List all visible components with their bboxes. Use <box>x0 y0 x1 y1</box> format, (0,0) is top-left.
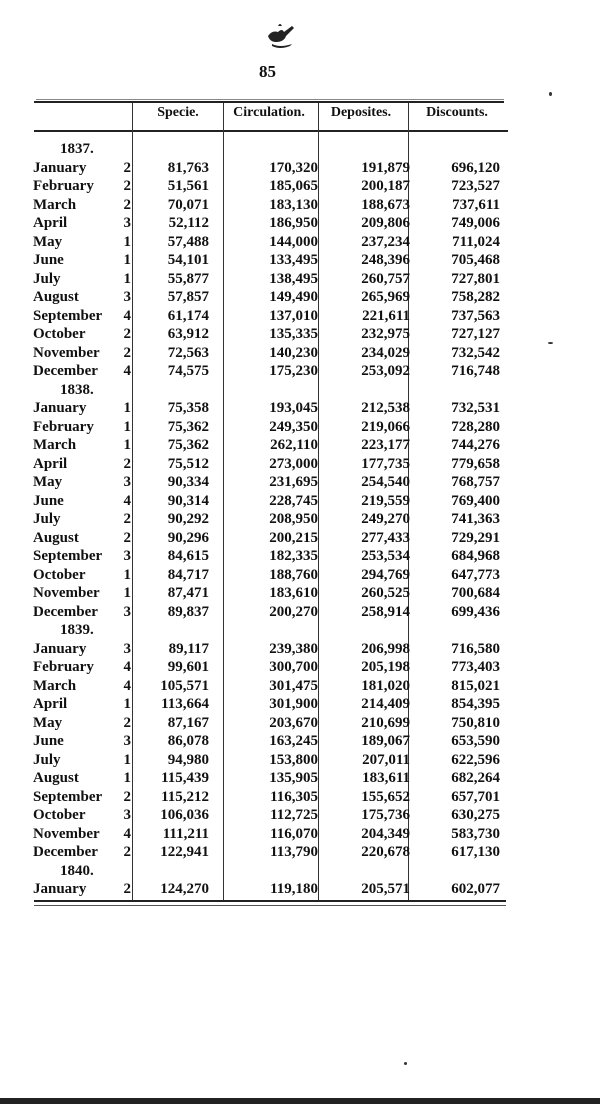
specie-cell: 89,117 <box>168 640 209 657</box>
discounts-cell: 684,968 <box>451 548 500 564</box>
discounts-cell: 727,801 <box>451 270 500 287</box>
circulation-cell: 140,230 <box>269 344 318 361</box>
week-cell: 3 <box>123 215 131 231</box>
table-row <box>33 529 508 548</box>
week-cell: 4 <box>123 825 131 842</box>
circulation-cell: 163,245 <box>269 733 318 749</box>
table-row <box>33 399 508 418</box>
month-cell: June <box>33 733 64 749</box>
deposites-cell: 209,806 <box>361 215 410 231</box>
header-specie: Specie. <box>157 105 199 120</box>
table-row <box>33 288 508 307</box>
month-cell: September <box>33 548 103 564</box>
discounts-cell: 854,395 <box>451 696 500 712</box>
month-cell: January <box>33 881 87 897</box>
month-cell: November <box>33 825 100 842</box>
discounts-cell: 700,684 <box>451 585 500 601</box>
discounts-cell: 602,077 <box>451 881 500 897</box>
deposites-cell: 206,998 <box>361 640 410 657</box>
discounts-cell: 682,264 <box>451 770 500 786</box>
deposites-cell: 191,879 <box>361 159 410 176</box>
table-row <box>33 270 508 289</box>
circulation-cell: 301,900 <box>269 696 318 712</box>
week-cell: 3 <box>123 640 131 657</box>
deposites-cell: 221,611 <box>362 307 410 324</box>
discounts-cell: 705,468 <box>451 252 500 268</box>
circulation-cell: 144,000 <box>269 233 318 250</box>
deposites-cell: 223,177 <box>361 437 410 453</box>
deposites-cell: 253,534 <box>361 548 410 564</box>
table-row <box>33 492 508 511</box>
specie-cell: 55,877 <box>167 270 209 287</box>
year-label: 1837. <box>60 141 94 157</box>
table-row <box>33 843 508 862</box>
month-cell: June <box>33 252 64 268</box>
deposites-cell: 205,571 <box>361 881 410 897</box>
discounts-cell: 622,596 <box>451 751 500 768</box>
month-cell: August <box>33 289 79 305</box>
circulation-cell: 113,790 <box>270 844 318 860</box>
year-row <box>33 621 508 640</box>
circulation-cell: 137,010 <box>269 307 318 324</box>
discounts-cell: 729,291 <box>451 529 500 546</box>
deposites-cell: 155,652 <box>361 788 410 805</box>
circulation-cell: 185,065 <box>269 178 318 194</box>
table-row <box>33 473 508 492</box>
week-cell: 4 <box>123 492 131 509</box>
week-cell: 2 <box>123 196 131 213</box>
circulation-cell: 262,110 <box>270 437 318 453</box>
month-cell: October <box>33 807 86 823</box>
table-row <box>33 196 508 215</box>
discounts-cell: 732,531 <box>451 400 500 416</box>
week-cell: 1 <box>123 233 131 250</box>
table-row <box>33 251 508 270</box>
specie-cell: 111,211 <box>162 825 209 842</box>
month-cell: September <box>33 307 103 324</box>
specie-cell: 74,575 <box>167 363 209 379</box>
week-cell: 2 <box>123 326 131 342</box>
specie-cell: 84,615 <box>167 548 209 564</box>
specie-cell: 90,314 <box>167 492 209 509</box>
header-circulation: Circulation. <box>233 105 305 120</box>
circulation-cell: 301,475 <box>269 677 318 694</box>
deposites-cell: 181,020 <box>361 677 410 694</box>
specie-cell: 52,112 <box>168 215 209 231</box>
table-row <box>33 880 508 899</box>
discounts-cell: 696,120 <box>451 159 500 176</box>
circulation-cell: 200,215 <box>269 529 318 546</box>
specie-cell: 70,071 <box>167 196 209 213</box>
week-cell: 1 <box>123 418 131 435</box>
table-row <box>33 825 508 844</box>
week-cell: 2 <box>123 455 131 472</box>
month-cell: February <box>33 659 94 675</box>
table-row <box>33 695 508 714</box>
discounts-cell: 653,590 <box>451 733 500 749</box>
deposites-cell: 220,678 <box>361 844 410 860</box>
week-cell: 3 <box>123 733 131 749</box>
discounts-cell: 741,363 <box>451 511 500 527</box>
year-label: 1838. <box>60 381 94 398</box>
month-cell: January <box>33 400 87 416</box>
discounts-cell: 699,436 <box>451 603 500 620</box>
year-row <box>33 862 508 881</box>
specie-cell: 72,563 <box>167 344 209 361</box>
week-cell: 4 <box>123 307 131 324</box>
table-row <box>33 788 508 807</box>
deposites-cell: 219,559 <box>361 492 410 509</box>
month-cell: September <box>33 788 103 805</box>
table-row <box>33 325 508 344</box>
specie-cell: 115,212 <box>161 788 209 805</box>
discounts-cell: 711,024 <box>452 233 500 250</box>
table-row <box>33 455 508 474</box>
specie-cell: 57,488 <box>167 233 209 250</box>
week-cell: 1 <box>123 400 131 416</box>
circulation-cell: 116,305 <box>270 788 318 805</box>
circulation-cell: 112,725 <box>270 807 318 823</box>
month-cell: August <box>33 529 79 546</box>
circulation-cell: 138,495 <box>269 270 318 287</box>
week-cell: 1 <box>123 770 131 786</box>
year-row <box>33 381 508 400</box>
deposites-cell: 183,611 <box>362 770 410 786</box>
circulation-cell: 208,950 <box>269 511 318 527</box>
table-row <box>33 566 508 585</box>
week-cell: 1 <box>123 751 131 768</box>
discounts-cell: 647,773 <box>451 566 500 583</box>
top-rule <box>34 101 504 103</box>
specie-cell: 99,601 <box>167 659 209 675</box>
discounts-cell: 773,403 <box>451 659 500 675</box>
table-row <box>33 658 508 677</box>
deposites-cell: 214,409 <box>361 696 410 712</box>
circulation-cell: 175,230 <box>269 363 318 379</box>
header-discounts: Discounts. <box>426 105 488 120</box>
table-row <box>33 732 508 751</box>
year-label: 1839. <box>60 622 94 638</box>
month-cell: July <box>33 511 61 527</box>
header-rule <box>34 130 508 132</box>
week-cell: 2 <box>123 178 131 194</box>
top-rule-thin <box>36 99 504 100</box>
circulation-cell: 300,700 <box>269 659 318 675</box>
discounts-cell: 583,730 <box>451 825 500 842</box>
deposites-cell: 258,914 <box>361 603 410 620</box>
table-row <box>33 159 508 178</box>
specie-cell: 63,912 <box>167 326 209 342</box>
specie-cell: 94,980 <box>167 751 209 768</box>
week-cell: 3 <box>123 548 131 564</box>
month-cell: April <box>33 455 68 472</box>
table-row <box>33 603 508 622</box>
month-cell: March <box>33 677 77 694</box>
circulation-cell: 249,350 <box>269 418 318 435</box>
table-row <box>33 547 508 566</box>
week-cell: 2 <box>123 788 131 805</box>
month-cell: July <box>33 270 61 287</box>
week-cell: 2 <box>123 159 131 176</box>
month-cell: December <box>33 603 98 620</box>
deposites-cell: 232,975 <box>361 326 410 342</box>
deposites-cell: 207,011 <box>362 751 410 768</box>
month-cell: January <box>33 640 87 657</box>
circulation-cell: 231,695 <box>269 474 318 490</box>
discounts-cell: 737,611 <box>452 196 500 213</box>
specie-cell: 57,857 <box>167 289 209 305</box>
circulation-cell: 119,180 <box>270 881 318 897</box>
month-cell: August <box>33 770 79 786</box>
week-cell: 3 <box>123 474 131 490</box>
discounts-cell: 769,400 <box>451 492 500 509</box>
circulation-cell: 135,905 <box>269 770 318 786</box>
week-cell: 1 <box>123 696 131 712</box>
deposites-cell: 260,757 <box>361 270 410 287</box>
week-cell: 2 <box>123 844 131 860</box>
week-cell: 4 <box>123 363 131 379</box>
specie-cell: 75,362 <box>167 437 209 453</box>
deposites-cell: 189,067 <box>361 733 410 749</box>
week-cell: 4 <box>123 677 131 694</box>
discounts-cell: 779,658 <box>451 455 500 472</box>
deposites-cell: 210,699 <box>361 714 410 731</box>
week-cell: 1 <box>123 585 131 601</box>
month-cell: May <box>33 714 63 731</box>
specie-cell: 90,292 <box>167 511 209 527</box>
table-row <box>33 214 508 233</box>
specie-cell: 54,101 <box>167 252 209 268</box>
discounts-cell: 737,563 <box>451 307 500 324</box>
month-cell: May <box>33 474 63 490</box>
week-cell: 2 <box>123 881 131 897</box>
discounts-cell: 630,275 <box>451 807 500 823</box>
specie-cell: 90,296 <box>167 529 209 546</box>
year-label: 1840. <box>60 862 94 879</box>
month-cell: March <box>33 196 77 213</box>
month-cell: February <box>33 178 94 194</box>
specie-cell: 105,571 <box>160 677 209 694</box>
month-cell: February <box>33 418 94 435</box>
week-cell: 4 <box>123 659 131 675</box>
page-edge <box>0 1098 600 1104</box>
discounts-cell: 657,701 <box>451 788 500 805</box>
discounts-cell: 758,282 <box>451 289 500 305</box>
month-cell: January <box>33 159 87 176</box>
specie-cell: 86,078 <box>167 733 209 749</box>
circulation-cell: 193,045 <box>269 400 318 416</box>
circulation-cell: 153,800 <box>269 751 318 768</box>
specie-cell: 106,036 <box>160 807 209 823</box>
table-row <box>33 769 508 788</box>
discounts-cell: 732,542 <box>451 344 500 361</box>
month-cell: July <box>33 751 61 768</box>
deposites-cell: 294,769 <box>361 566 410 583</box>
specie-cell: 115,439 <box>161 770 209 786</box>
table-row <box>33 362 508 381</box>
discounts-cell: 749,006 <box>451 215 500 231</box>
specie-cell: 75,362 <box>167 418 209 435</box>
month-cell: November <box>33 585 100 601</box>
specie-cell: 124,270 <box>160 881 209 897</box>
deposites-cell: 248,396 <box>361 252 410 268</box>
week-cell: 2 <box>123 714 131 731</box>
lamp-ornament-icon <box>262 22 302 50</box>
table-row <box>33 677 508 696</box>
specie-cell: 122,941 <box>160 844 209 860</box>
week-cell: 2 <box>123 511 131 527</box>
table-row <box>33 751 508 770</box>
circulation-cell: 239,380 <box>269 640 318 657</box>
circulation-cell: 188,760 <box>269 566 318 583</box>
discounts-cell: 617,130 <box>451 844 500 860</box>
deposites-cell: 277,433 <box>361 529 410 546</box>
discounts-cell: 750,810 <box>451 714 500 731</box>
specie-cell: 75,512 <box>167 455 209 472</box>
deposites-cell: 254,540 <box>361 474 410 490</box>
month-cell: June <box>33 492 64 509</box>
specie-cell: 87,471 <box>167 585 209 601</box>
discounts-cell: 768,757 <box>451 474 500 490</box>
circulation-cell: 116,070 <box>270 825 318 842</box>
specie-cell: 87,167 <box>167 714 209 731</box>
month-cell: October <box>33 326 86 342</box>
deposites-cell: 188,673 <box>361 196 410 213</box>
circulation-cell: 273,000 <box>269 455 318 472</box>
deposites-cell: 177,735 <box>361 455 410 472</box>
deposites-cell: 265,969 <box>361 289 410 305</box>
print-speck <box>549 92 552 96</box>
bank-statistics-table <box>33 140 508 899</box>
discounts-cell: 727,127 <box>451 326 500 342</box>
month-cell: April <box>33 696 68 712</box>
specie-cell: 89,837 <box>167 603 209 620</box>
deposites-cell: 204,349 <box>361 825 410 842</box>
week-cell: 1 <box>123 437 131 453</box>
discounts-cell: 716,580 <box>451 640 500 657</box>
specie-cell: 61,174 <box>167 307 209 324</box>
deposites-cell: 260,525 <box>361 585 410 601</box>
week-cell: 3 <box>123 807 131 823</box>
month-cell: October <box>33 566 86 583</box>
deposites-cell: 212,538 <box>361 400 410 416</box>
week-cell: 3 <box>123 289 131 305</box>
specie-cell: 90,334 <box>167 474 209 490</box>
table-row <box>33 418 508 437</box>
circulation-cell: 135,335 <box>269 326 318 342</box>
discounts-cell: 728,280 <box>451 418 500 435</box>
month-cell: April <box>33 215 68 231</box>
specie-cell: 51,561 <box>167 178 209 194</box>
print-speck <box>548 342 553 344</box>
month-cell: December <box>33 363 98 379</box>
bottom-rule-thin <box>34 905 506 906</box>
circulation-cell: 182,335 <box>269 548 318 564</box>
month-cell: December <box>33 844 98 860</box>
table-row <box>33 307 508 326</box>
deposites-cell: 237,234 <box>361 233 410 250</box>
table-row <box>33 640 508 659</box>
discounts-cell: 744,276 <box>451 437 500 453</box>
table-row <box>33 806 508 825</box>
deposites-cell: 200,187 <box>361 178 410 194</box>
week-cell: 2 <box>123 529 131 546</box>
circulation-cell: 186,950 <box>269 215 318 231</box>
header-deposites: Deposites. <box>330 105 392 120</box>
circulation-cell: 170,320 <box>269 159 318 176</box>
print-speck <box>404 1062 407 1065</box>
deposites-cell: 234,029 <box>361 344 410 361</box>
table-row <box>33 344 508 363</box>
discounts-cell: 716,748 <box>451 363 500 379</box>
deposites-cell: 205,198 <box>361 659 410 675</box>
year-row <box>33 140 508 159</box>
circulation-cell: 183,130 <box>269 196 318 213</box>
specie-cell: 113,664 <box>161 696 209 712</box>
table-row <box>33 510 508 529</box>
table-row <box>33 233 508 252</box>
circulation-cell: 203,670 <box>269 714 318 731</box>
table-row <box>33 714 508 733</box>
week-cell: 1 <box>123 252 131 268</box>
deposites-cell: 253,092 <box>361 363 410 379</box>
deposites-cell: 175,736 <box>361 807 410 823</box>
table-row <box>33 436 508 455</box>
circulation-cell: 200,270 <box>269 603 318 620</box>
month-cell: March <box>33 437 77 453</box>
circulation-cell: 183,610 <box>269 585 318 601</box>
week-cell: 1 <box>123 566 131 583</box>
week-cell: 2 <box>123 344 131 361</box>
circulation-cell: 228,745 <box>269 492 318 509</box>
month-cell: November <box>33 344 100 361</box>
specie-cell: 75,358 <box>167 400 209 416</box>
discounts-cell: 815,021 <box>451 677 500 694</box>
page-number: 85 <box>259 62 276 81</box>
table-row <box>33 584 508 603</box>
table-row <box>33 177 508 196</box>
month-cell: May <box>33 233 63 250</box>
circulation-cell: 133,495 <box>269 252 318 268</box>
circulation-cell: 149,490 <box>269 289 318 305</box>
deposites-cell: 219,066 <box>361 418 410 435</box>
specie-cell: 84,717 <box>167 566 209 583</box>
deposites-cell: 249,270 <box>361 511 410 527</box>
week-cell: 1 <box>123 270 131 287</box>
discounts-cell: 723,527 <box>451 178 500 194</box>
week-cell: 3 <box>123 603 131 620</box>
specie-cell: 81,763 <box>167 159 209 176</box>
bottom-rule <box>34 900 506 902</box>
